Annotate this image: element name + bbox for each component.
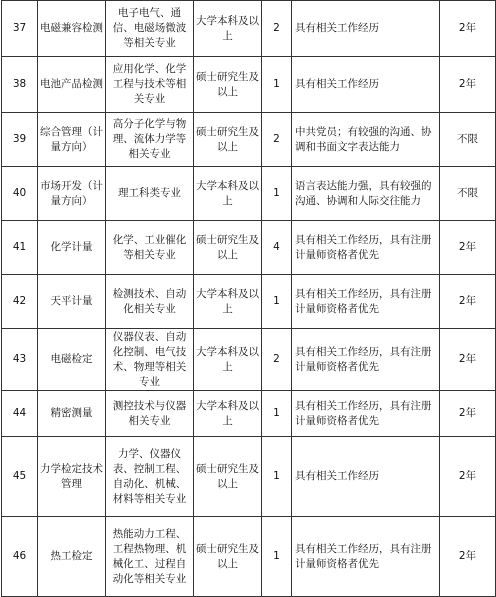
position-name: 电磁检定 bbox=[38, 329, 106, 391]
table-row bbox=[2, 517, 496, 597]
experience-years: 2年 bbox=[440, 437, 496, 517]
table-row bbox=[2, 329, 496, 391]
position-name: 电池产品检测 bbox=[38, 57, 106, 113]
position-name: 综合管理（计量方向） bbox=[38, 113, 106, 167]
education-requirement: 大学本科及以上 bbox=[194, 391, 262, 437]
row-number: 38 bbox=[2, 57, 38, 113]
experience-years: 不限 bbox=[440, 113, 496, 167]
education-requirement: 硕士研究生及以上 bbox=[194, 437, 262, 517]
other-requirement: 具有相关工作经历，具有注册计量师资格者优先 bbox=[292, 517, 440, 597]
row-number: 42 bbox=[2, 275, 38, 329]
other-requirement: 中共党员；有较强的沟通、协调和书面文字表达能力 bbox=[292, 113, 440, 167]
education-requirement: 硕士研究生及以上 bbox=[194, 57, 262, 113]
experience-years: 2年 bbox=[440, 329, 496, 391]
position-name: 化学计量 bbox=[38, 221, 106, 275]
headcount: 2 bbox=[262, 1, 292, 57]
major-requirement: 化学、工业催化等相关专业 bbox=[106, 221, 194, 275]
headcount: 1 bbox=[262, 275, 292, 329]
education-requirement: 硕士研究生及以上 bbox=[194, 113, 262, 167]
row-number: 41 bbox=[2, 221, 38, 275]
experience-years: 2年 bbox=[440, 57, 496, 113]
headcount: 1 bbox=[262, 437, 292, 517]
headcount: 1 bbox=[262, 391, 292, 437]
experience-years: 不限 bbox=[440, 167, 496, 221]
major-requirement: 理工科类专业 bbox=[106, 167, 194, 221]
table-row bbox=[2, 57, 496, 113]
other-requirement: 具有相关工作经历，具有注册计量师资格者优先 bbox=[292, 221, 440, 275]
headcount: 1 bbox=[262, 517, 292, 597]
education-requirement: 硕士研究生及以上 bbox=[194, 517, 262, 597]
position-name: 市场开发（计量方向） bbox=[38, 167, 106, 221]
experience-years: 2年 bbox=[440, 391, 496, 437]
major-requirement: 检测技术、自动化相关专业 bbox=[106, 275, 194, 329]
education-requirement: 大学本科及以上 bbox=[194, 1, 262, 57]
row-number: 39 bbox=[2, 113, 38, 167]
experience-years: 2年 bbox=[440, 221, 496, 275]
position-name: 天平计量 bbox=[38, 275, 106, 329]
education-requirement: 硕士研究生及以上 bbox=[194, 221, 262, 275]
major-requirement: 测控技术与仪器相关专业 bbox=[106, 391, 194, 437]
headcount: 1 bbox=[262, 57, 292, 113]
education-requirement: 大学本科及以上 bbox=[194, 167, 262, 221]
experience-years: 2年 bbox=[440, 1, 496, 57]
row-number: 43 bbox=[2, 329, 38, 391]
position-name: 电磁兼容检测 bbox=[38, 1, 106, 57]
row-number: 44 bbox=[2, 391, 38, 437]
headcount: 1 bbox=[262, 167, 292, 221]
major-requirement: 热能动力工程、工程热物理、机械化工、过程自动化等相关专业 bbox=[106, 517, 194, 597]
row-number: 46 bbox=[2, 517, 38, 597]
other-requirement: 具有相关工作经历 bbox=[292, 1, 440, 57]
major-requirement: 高分子化学与物理、流体力学等相关专业 bbox=[106, 113, 194, 167]
table-row bbox=[2, 437, 496, 517]
education-requirement: 大学本科及以上 bbox=[194, 275, 262, 329]
major-requirement: 仪器仪表、自动化控制、电气技术、物理等相关专业 bbox=[106, 329, 194, 391]
other-requirement: 具有相关工作经历，具有注册计量师资格者优先 bbox=[292, 275, 440, 329]
major-requirement: 应用化学、化学工程与技术等相关专业 bbox=[106, 57, 194, 113]
table-row bbox=[2, 1, 496, 57]
table-row bbox=[2, 167, 496, 221]
experience-years: 2年 bbox=[440, 517, 496, 597]
education-requirement: 大学本科及以上 bbox=[194, 329, 262, 391]
headcount: 2 bbox=[262, 329, 292, 391]
other-requirement: 语言表达能力强，具有较强的沟通、协调和人际交往能力 bbox=[292, 167, 440, 221]
table-row bbox=[2, 113, 496, 167]
table-row bbox=[2, 221, 496, 275]
row-number: 40 bbox=[2, 167, 38, 221]
experience-years: 2年 bbox=[440, 275, 496, 329]
position-name: 精密测量 bbox=[38, 391, 106, 437]
other-requirement: 具有相关工作经历，具有注册计量师资格者优先 bbox=[292, 329, 440, 391]
job-table bbox=[1, 0, 496, 597]
major-requirement: 电子电气、通信、电磁场微波等相关专业 bbox=[106, 1, 194, 57]
headcount: 2 bbox=[262, 113, 292, 167]
position-name: 热工检定 bbox=[38, 517, 106, 597]
major-requirement: 力学、仪器仪表、控制工程、自动化、机械、材料等相关专业 bbox=[106, 437, 194, 517]
other-requirement: 具有相关工作经历 bbox=[292, 437, 440, 517]
other-requirement: 具有相关工作经历 bbox=[292, 57, 440, 113]
row-number: 37 bbox=[2, 1, 38, 57]
headcount: 4 bbox=[262, 221, 292, 275]
row-number: 45 bbox=[2, 437, 38, 517]
position-name: 力学检定技术管理 bbox=[38, 437, 106, 517]
other-requirement: 具有相关工作经历，具有注册计量师资格者优先 bbox=[292, 391, 440, 437]
table-row bbox=[2, 391, 496, 437]
table-row bbox=[2, 275, 496, 329]
